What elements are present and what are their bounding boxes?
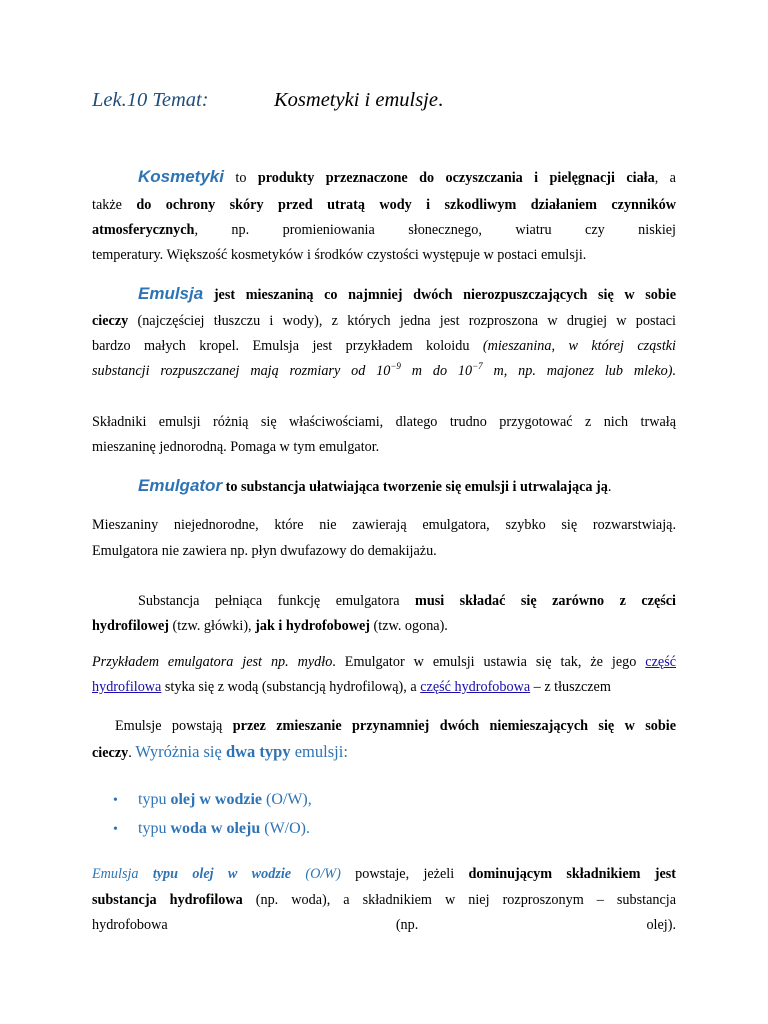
p8-accent-b: emulsji: (290, 742, 348, 761)
p9-text: powstaje, jeżeli (340, 866, 469, 882)
p2-line4 (92, 362, 676, 380)
link-czesc-hydrofilowa-a[interactable]: część (645, 654, 677, 670)
p8-text: Emulsje powstają (115, 718, 233, 734)
p2-text: bardzo małych kropel. Emulsja jest przykładem koloidu (92, 338, 483, 354)
p6-bold: hydrofilowej (92, 618, 169, 634)
link-czesc-hydrofilowa-b[interactable]: hydrofilowa (92, 679, 162, 695)
bullet-dot-icon: • (113, 822, 118, 837)
p5-line1 (92, 516, 676, 534)
p1-line2 (92, 196, 676, 214)
bullet-item-1 (138, 790, 312, 810)
p8-text: . (128, 745, 136, 761)
p5-line2 (92, 542, 676, 560)
page-title-dot: . (437, 89, 444, 111)
p9-bold: dominującym składnikiem jest (468, 866, 677, 882)
p2-text: (najczęściej tłuszczu i wody), z których jedna jest rozproszona w drugiej w postaci (128, 313, 676, 329)
p3-line1 (92, 413, 676, 431)
p8-bold: przez zmieszanie przynamniej dwóch niemieszających się w sobie (232, 718, 676, 734)
link-czesc-hydrofobowa[interactable]: część hydrofobowa (420, 679, 531, 695)
p1-bold: produkty przeznaczone do oczyszczania i pielęgnacji ciała (257, 170, 655, 186)
p1-text: , np. promieniowania słonecznego, wiatru czy niskiej (194, 222, 676, 238)
p2-italic (92, 363, 676, 379)
keyword-emulgator: Emulgator (138, 476, 223, 495)
p8-accent (135, 742, 348, 761)
p3-text: mieszaninę jednorodną. Pomaga w tym emulgator. (92, 439, 380, 455)
page-title (274, 89, 443, 112)
p6-line1 (92, 592, 676, 610)
p9-line3 (92, 916, 676, 934)
p1-line1 (92, 168, 676, 187)
keyword-emulsja: Emulsja (138, 284, 204, 303)
bullet-item-2 (138, 819, 310, 839)
p1-text: także (92, 197, 137, 213)
p9-accent-a: Emulsja (92, 866, 153, 882)
p9-line1 (92, 865, 676, 883)
p7-italic: Przykładem emulgatora jest np. mydło (92, 654, 333, 670)
p9-accent-bold: typu olej w wodzie (152, 866, 292, 882)
p2-line1 (92, 285, 676, 304)
p8-line2 (92, 743, 676, 762)
p2-italic-b: m do 10 (400, 363, 473, 379)
bullet-1-post: (O/W), (261, 791, 312, 808)
keyword-kosmetyki: Kosmetyki (138, 167, 224, 186)
p7-line1 (92, 653, 676, 671)
p6-bold: musi składać się zarówno z części (415, 593, 676, 609)
p6-line2 (92, 617, 676, 635)
p2-italic: (mieszanina, w której cząstki (482, 338, 677, 354)
p4-bold: to substancja ułatwiająca tworzenie się emulsji i utrwalająca ją (222, 479, 608, 495)
exponent-1: −9 (390, 361, 401, 371)
p5-text: Emulgatora nie zawiera np. płyn dwufazowy do demakijażu. (92, 543, 437, 559)
p5-text: Mieszaniny niejednorodne, które nie zawierają emulgatora, szybko się rozwarstwiają. (92, 517, 676, 533)
p7-text: . Emulgator w emulsji ustawia się tak, że jego (332, 654, 646, 670)
p9-text: hydrofobowa (np. olej). (92, 917, 676, 933)
p9-bold: substancja hydrofilowa (92, 892, 243, 908)
p1-line4 (92, 246, 676, 264)
p4-line1 (138, 477, 676, 496)
p1-bold: do ochrony skóry przed utratą wody i szkodliwym działaniem czynników (136, 197, 676, 213)
p9-accent (92, 866, 341, 882)
p7-text: – z tłuszczem (530, 679, 611, 695)
p6-bold: jak i hydrofobowej (255, 618, 370, 634)
p3-text: Składniki emulsji różnią się właściwościami, dlatego trudno przygotować z nich trwałą (92, 414, 676, 430)
p8-accent-a: Wyróżnia się (135, 742, 226, 761)
p7-text: styka się z wodą (substancją hydrofilową), a (161, 679, 421, 695)
bullet-2-pre: typu (138, 820, 171, 837)
bullet-1-pre: typu (138, 791, 171, 808)
p2-italic-a: substancji rozpuszczanej mają rozmiary od 10 (92, 363, 391, 379)
p9-line2 (92, 891, 676, 909)
p9-text: (np. woda), a składnikiem w niej rozproszonym – substancja (242, 892, 676, 908)
p1-text: , a (654, 170, 676, 186)
p8-bold: cieczy (92, 745, 129, 761)
bullet-2-bold: woda w oleju (170, 820, 261, 837)
p4-text: . (607, 479, 612, 495)
p1-text: temperatury. Większość kosmetyków i środków czystości występuje w postaci emulsji. (92, 247, 587, 263)
p6-text: (tzw. ogona). (369, 618, 448, 634)
p1-bold: atmosferycznych (92, 222, 195, 238)
bullet-1-bold: olej w wodzie (170, 791, 262, 808)
p6-text: Substancja pełniąca funkcję emulgatora (138, 593, 415, 609)
p9-accent-b: (O/W) (291, 866, 341, 882)
p2-line3 (92, 337, 676, 355)
p8-accent-bold: dwa typy (225, 742, 291, 761)
bullet-dot-icon: • (113, 793, 118, 808)
lesson-label: Lek.10 Temat: (92, 89, 209, 111)
p2-line2 (92, 312, 676, 330)
p6-text: (tzw. główki), (168, 618, 256, 634)
p2-italic-c: m, np. majonez lub mleko). (482, 363, 676, 379)
p8-line1 (92, 717, 676, 735)
page-title-text: Kosmetyki i emulsje (274, 89, 438, 111)
bullet-2-post: (W/O). (260, 820, 310, 837)
p3-line2 (92, 438, 676, 456)
p1-line3 (92, 221, 676, 239)
p2-bold: cieczy (92, 313, 129, 329)
p7-line2 (92, 678, 676, 696)
p2-bold: jest mieszaniną co najmniej dwóch nierozpuszczających się w sobie (203, 287, 676, 303)
p1-text: to (223, 170, 258, 186)
exponent-2: −7 (472, 361, 483, 371)
